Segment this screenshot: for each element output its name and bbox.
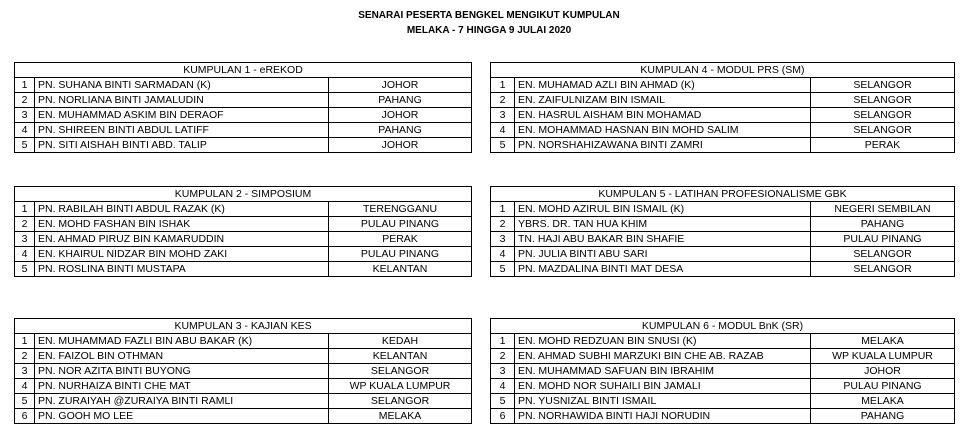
participant-name: EN. MOHAMMAD HASNAN BIN MOHD SALIM [515,123,811,138]
row-number: 2 [491,349,515,364]
row-number: 1 [15,334,35,349]
table-row [491,364,955,379]
table-row [15,232,472,247]
participant-state: SELANGOR [811,262,955,277]
table-row [491,202,955,217]
participant-name: EN. MOHD FASHAN BIN ISHAK [35,217,329,232]
row-number: 4 [15,379,35,394]
table-row [15,247,472,262]
participant-state: PAHANG [329,123,472,138]
document-subtitle: MELAKA - 7 HINGGA 9 JULAI 2020 [406,25,572,36]
participant-name: YBRS. DR. TAN HUA KHIM [515,217,811,232]
table-row [15,217,472,232]
participant-name: PN. SITI AISHAH BINTI ABD. TALIP [35,138,329,153]
participant-name: PN. ROSLINA BINTI MUSTAPA [35,262,329,277]
group-title: KUMPULAN 4 - MODUL PRS (SM) [491,63,955,78]
participant-state: PULAU PINANG [329,247,472,262]
row-number: 5 [491,262,515,277]
participant-state: SELANGOR [811,247,955,262]
participant-state: SELANGOR [329,364,472,379]
row-number: 5 [491,394,515,409]
participant-name: EN. HASRUL AISHAM BIN MOHAMAD [515,108,811,123]
table-row [491,78,955,93]
table-row [491,262,955,277]
participant-name: EN. MOHD REDZUAN BIN SNUSI (K) [515,334,811,349]
participant-name: EN. MUHAMMAD SAFUAN BIN IBRAHIM [515,364,811,379]
participant-state: PERAK [329,232,472,247]
participant-name: PN. ZURAIYAH @ZURAIYA BINTI RAMLI [35,394,329,409]
row-number: 4 [15,123,35,138]
group-title: KUMPULAN 3 - KAJIAN KES [15,319,472,334]
participant-name: PN. NORHAWIDA BINTI HAJI NORUDIN [515,409,811,424]
row-number: 3 [15,108,35,123]
participant-state: PAHANG [811,217,955,232]
row-number: 3 [491,232,515,247]
row-number: 4 [15,247,35,262]
participant-state: MELAKA [811,334,955,349]
participant-state: MELAKA [811,394,955,409]
row-number: 3 [15,364,35,379]
participant-state: WP KUALA LUMPUR [329,379,472,394]
group-title: KUMPULAN 6 - MODUL BnK (SR) [491,319,955,334]
participant-state: KEDAH [329,334,472,349]
participant-state: SELANGOR [811,78,955,93]
participant-state: JOHOR [329,138,472,153]
table-row [491,247,955,262]
table-row [15,108,472,123]
participant-name: PN. SUHANA BINTI SARMADAN (K) [35,78,329,93]
participant-name: EN. MOHD AZIRUL BIN ISMAIL (K) [515,202,811,217]
group-title: KUMPULAN 2 - SIMPOSIUM [15,187,472,202]
row-number: 1 [15,78,35,93]
participant-name: PN. NORSHAHIZAWANA BINTI ZAMRI [515,138,811,153]
row-number: 1 [491,202,515,217]
row-number: 3 [15,232,35,247]
participant-state: SELANGOR [811,123,955,138]
row-number: 1 [491,334,515,349]
row-number: 6 [15,409,35,424]
row-number: 2 [491,217,515,232]
table-row [15,202,472,217]
participant-name: PN. YUSNIZAL BINTI ISMAIL [515,394,811,409]
participant-state: KELANTAN [329,349,472,364]
participant-name: PN. MAZDALINA BINTI MAT DESA [515,262,811,277]
group-table-2 [14,186,472,277]
participant-state: MELAKA [329,409,472,424]
table-row [491,217,955,232]
table-row [15,364,472,379]
table-row [491,409,955,424]
row-number: 5 [15,262,35,277]
row-number: 2 [15,217,35,232]
participant-name: EN. MUHAMMAD FAZLI BIN ABU BAKAR (K) [35,334,329,349]
row-number: 6 [491,409,515,424]
document-title: SENARAI PESERTA BENGKEL MENGIKUT KUMPULAN [358,10,620,21]
participant-name: PN. GOOH MO LEE [35,409,329,424]
table-row [491,379,955,394]
row-number: 2 [15,93,35,108]
row-number: 4 [491,123,515,138]
participant-state: KELANTAN [329,262,472,277]
participant-state: JOHOR [329,78,472,93]
table-row [491,123,955,138]
participant-name: PN. NORLIANA BINTI JAMALUDIN [35,93,329,108]
participant-state: SELANGOR [811,93,955,108]
participant-state: NEGERI SEMBILAN [811,202,955,217]
table-row [15,78,472,93]
participant-name: EN. MUHAMAD AZLI BIN AHMAD (K) [515,78,811,93]
participant-name: EN. MOHD NOR SUHAILI BIN JAMALI [515,379,811,394]
participant-name: PN. NURHAIZA BINTI CHE MAT [35,379,329,394]
row-number: 4 [491,247,515,262]
row-number: 3 [491,108,515,123]
table-row [15,93,472,108]
row-number: 5 [491,138,515,153]
participant-name: PN. JULIA BINTI ABU SARI [515,247,811,262]
participant-state: TERENGGANU [329,202,472,217]
participant-state: SELANGOR [811,108,955,123]
table-row [491,138,955,153]
participant-name: EN. AHMAD PIRUZ BIN KAMARUDDIN [35,232,329,247]
row-number: 2 [15,349,35,364]
group-table-6 [490,318,955,424]
participant-state: PULAU PINANG [811,379,955,394]
group-title: KUMPULAN 5 - LATIHAN PROFESIONALISME GBK [491,187,955,202]
group-table-5 [490,186,955,277]
row-number: 4 [491,379,515,394]
table-row [491,394,955,409]
table-row [491,349,955,364]
table-row [491,93,955,108]
table-row [15,394,472,409]
participant-name: EN. ZAIFULNIZAM BIN ISMAIL [515,93,811,108]
participant-name: EN. FAIZOL BIN OTHMAN [35,349,329,364]
group-table-1 [14,62,472,153]
table-row [491,232,955,247]
participant-state: PULAU PINANG [329,217,472,232]
table-row [15,138,472,153]
participant-state: PERAK [811,138,955,153]
participant-state: JOHOR [329,108,472,123]
group-title: KUMPULAN 1 - eREKOD [15,63,472,78]
row-number: 5 [15,138,35,153]
row-number: 1 [15,202,35,217]
participant-name: EN. KHAIRUL NIDZAR BIN MOHD ZAKI [35,247,329,262]
group-table-4 [490,62,955,153]
table-row [15,334,472,349]
table-row [15,349,472,364]
participant-state: SELANGOR [329,394,472,409]
participant-name: PN. RABILAH BINTI ABDUL RAZAK (K) [35,202,329,217]
group-table-3 [14,318,472,424]
participant-name: TN. HAJI ABU BAKAR BIN SHAFIE [515,232,811,247]
participant-state: PULAU PINANG [811,232,955,247]
table-row [15,262,472,277]
table-row [491,334,955,349]
row-number: 2 [491,93,515,108]
participant-state: JOHOR [811,364,955,379]
table-row [491,108,955,123]
participant-name: PN. NOR AZITA BINTI BUYONG [35,364,329,379]
participant-name: PN. SHIREEN BINTI ABDUL LATIFF [35,123,329,138]
row-number: 3 [491,364,515,379]
participant-name: EN. MUHAMMAD ASKIM BIN DERAOF [35,108,329,123]
table-row [15,123,472,138]
row-number: 5 [15,394,35,409]
participant-state: PAHANG [329,93,472,108]
participant-name: EN. AHMAD SUBHI MARZUKI BIN CHE AB. RAZAB [515,349,811,364]
table-row [15,379,472,394]
participant-state: WP KUALA LUMPUR [811,349,955,364]
participant-state: PAHANG [811,409,955,424]
row-number: 1 [491,78,515,93]
table-row [15,409,472,424]
